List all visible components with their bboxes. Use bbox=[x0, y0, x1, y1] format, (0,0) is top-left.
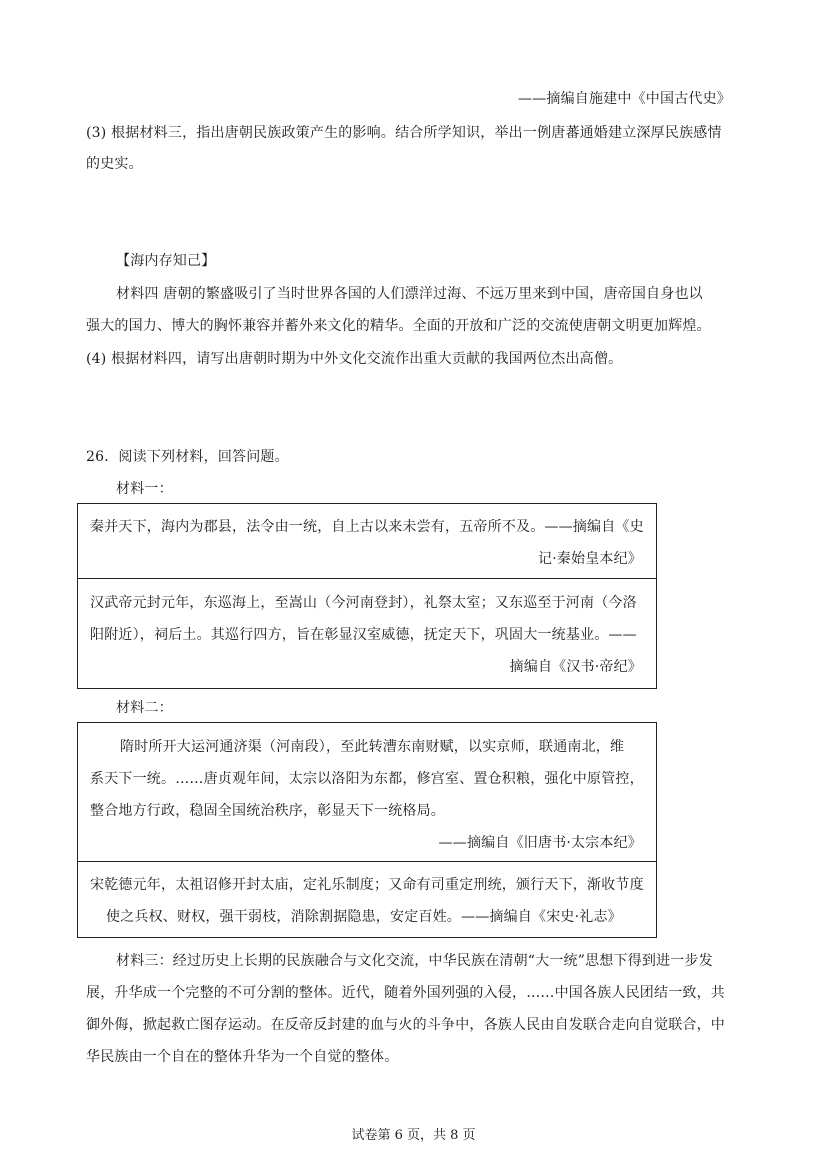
material-2-row-2-line-1: 宋乾德元年，太祖诏修开封太庙，定礼乐制度；又命有司重定刑统，颁行天下，渐收节度 bbox=[90, 877, 644, 893]
material-2-table bbox=[77, 722, 657, 938]
question-3-line-1: (3) 根据材料三，指出唐朝民族政策产生的影响。结合所学知识，举出一例唐蕃通婚建立深厚民族感情 bbox=[86, 125, 722, 141]
material-3-line-2: 展，升华成一个完整的不可分割的整体。近代，随着外国列强的入侵，……中国各族人民团结一致，共 bbox=[86, 985, 725, 1001]
material-2-row-2-line-2: 使之兵权、财权，强干弱枝，消除割据隐患，安定百姓。——摘编自《宋史·礼志》 bbox=[106, 909, 622, 925]
material-3-line-3: 御外侮，掀起救亡图存运动。在反帝反封建的血与火的斗争中，各族人民由自发联合走向自觉联合，中 bbox=[86, 1017, 725, 1033]
material-1-row-qin bbox=[78, 504, 656, 579]
source-citation: ——摘编自施建中《中国古代史》 bbox=[518, 91, 731, 107]
material-2-label: 材料二： bbox=[116, 700, 173, 716]
question-26: 26．阅读下列材料，回答问题。 bbox=[86, 449, 289, 465]
question-4: (4) 根据材料四，请写出唐朝时期为中外文化交流作出重大贡献的我国两位杰出高僧。 bbox=[86, 351, 623, 367]
material-1-label: 材料一： bbox=[116, 481, 173, 497]
material-3-line-1: 材料三：经过历史上长期的民族融合与文化交流，中华民族在清朝“大一统”思想下得到进一步发 bbox=[116, 953, 713, 969]
material-2-row-1-line-4: ——摘编自《旧唐书·太宗本纪》 bbox=[438, 835, 642, 851]
material-1-row-1-line-2: 记·秦始皇本纪》 bbox=[537, 551, 642, 567]
material-4-line-1: 材料四 唐朝的繁盛吸引了当时世界各国的人们漂洋过海、不远万里来到中国，唐帝国自身也以 bbox=[116, 286, 703, 302]
material-1-row-2-line-1: 汉武帝元封元年，东巡海上，至嵩山（今河南登封），礼祭太室；又东巡至于河南（今洛 bbox=[90, 595, 637, 611]
material-2-row-sui-tang bbox=[78, 723, 656, 862]
material-1-row-2-line-3: 摘编自《汉书·帝纪》 bbox=[509, 659, 642, 675]
material-2-row-1-line-2: 系天下一统。……唐贞观年间，太宗以洛阳为东都，修宫室、置仓积粮，强化中原管控， bbox=[90, 771, 644, 787]
material-1-row-2-line-2: 阳附近），祠后土。其巡行四方，旨在彰显汉室威德，抚定天下，巩固大一统基业。—— bbox=[90, 627, 637, 643]
page-footer: 试卷第 6 页，共 8 页 bbox=[351, 1128, 476, 1143]
material-2-row-song bbox=[78, 862, 656, 937]
material-1-row-1-line-1: 秦并天下，海内为郡县，法令由一统，自上古以来未尝有，五帝所不及。——摘编自《史 bbox=[90, 519, 644, 535]
material-3-line-4: 华民族由一个自在的整体升华为一个自觉的整体。 bbox=[86, 1049, 399, 1065]
section-heading: 【海内存知己】 bbox=[116, 253, 216, 269]
question-3-line-2: 的史实。 bbox=[86, 156, 143, 172]
material-1-table bbox=[77, 503, 657, 689]
material-1-row-han bbox=[78, 579, 656, 688]
material-2-row-1-line-3: 整合地方行政，稳固全国统治秩序，彰显天下一统格局。 bbox=[90, 803, 445, 819]
material-4-line-2: 强大的国力、博大的胸怀兼容并蓄外来文化的精华。全面的开放和广泛的交流使唐朝文明更加辉煌。 bbox=[86, 318, 711, 334]
material-2-row-1-line-1: 隋时所开大运河通济渠（河南段），至此转漕东南财赋，以实京师，联通南北，维 bbox=[120, 739, 625, 755]
